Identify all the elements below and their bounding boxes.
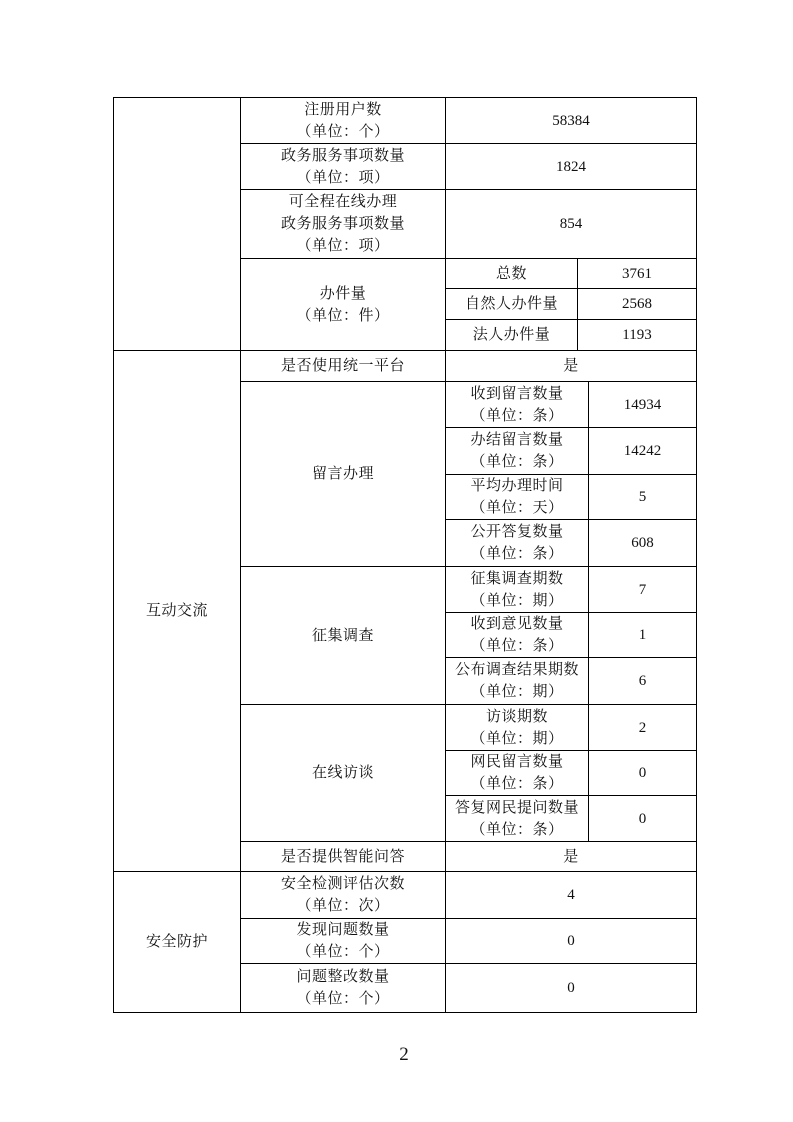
cases-label: 办件量 — [319, 285, 367, 302]
interviews-answers-label-cell — [445, 795, 589, 842]
interviews-periods-value-cell — [588, 704, 697, 751]
interviews-netizen-messages-value-cell — [588, 750, 697, 796]
surveys-results-unit: （单位：期） — [470, 684, 564, 700]
cases-natural-person-value: 2568 — [622, 296, 652, 312]
unified-platform-value-cell — [445, 350, 697, 382]
interviews-periods-label: 访谈期数 — [485, 708, 548, 725]
interaction-category-cell — [113, 350, 241, 872]
unified-platform-label: 是否使用统一平台 — [280, 358, 405, 374]
smart-qa-value-cell — [445, 841, 697, 872]
registered-users-label: 注册用户数 — [304, 101, 382, 118]
surveys-opinions-label: 收到意见数量 — [470, 616, 564, 632]
messages-closed-unit: （单位：条） — [470, 454, 564, 470]
security-assessments-value-cell — [445, 871, 697, 919]
registered-users-unit: （单位：个） — [296, 123, 390, 140]
surveys-opinions-label-cell — [445, 612, 589, 658]
messages-public-replies-value: 608 — [631, 535, 654, 551]
security-issues-found-label-cell — [240, 918, 446, 964]
surveys-opinions-value: 1 — [638, 627, 647, 643]
interviews-answers-unit: （单位：条） — [470, 821, 564, 838]
surveys-periods-value: 7 — [638, 581, 647, 598]
messages-received-label-cell — [445, 381, 589, 428]
registered-users-label-cell — [240, 97, 446, 144]
cases-total-value-cell — [577, 258, 697, 289]
cases-natural-person-label: 自然人办件量 — [464, 296, 558, 312]
cases-unit: （单位：件） — [296, 307, 390, 324]
messages-label: 留言办理 — [311, 466, 374, 482]
security-issues-found-value: 0 — [567, 933, 575, 949]
cases-total-value: 3761 — [622, 265, 652, 282]
interviews-label: 在线访谈 — [311, 765, 374, 781]
interviews-periods-value: 2 — [638, 719, 647, 736]
cases-legal-person-value: 1193 — [622, 327, 652, 343]
interviews-periods-unit: （单位：期） — [470, 730, 564, 747]
surveys-periods-label-cell — [445, 566, 589, 613]
security-issues-fixed-label: 问题整改数量 — [296, 969, 390, 985]
security-issues-found-unit: （单位：个） — [296, 944, 390, 960]
messages-received-label: 收到留言数量 — [470, 385, 564, 402]
messages-received-value: 14934 — [623, 396, 662, 413]
messages-public-replies-value-cell — [588, 519, 697, 567]
surveys-results-value: 6 — [638, 673, 647, 689]
online-service-items-label-cell — [240, 189, 446, 259]
cases-legal-person-label: 法人办件量 — [472, 327, 551, 343]
security-issues-fixed-label-cell — [240, 963, 446, 1013]
smart-qa-label: 是否提供智能问答 — [280, 848, 405, 865]
messages-public-replies-label: 公开答复数量 — [470, 524, 564, 540]
services-category-cell — [113, 97, 241, 351]
cases-legal-person-label-cell — [445, 319, 578, 351]
interviews-answers-value: 0 — [638, 810, 647, 827]
surveys-opinions-unit: （单位：条） — [470, 638, 564, 654]
messages-closed-value: 14242 — [623, 443, 662, 459]
interaction-category-label: 互动交流 — [145, 603, 208, 619]
messages-avg-time-label: 平均办理时间 — [470, 478, 564, 494]
messages-avg-time-label-cell — [445, 474, 589, 520]
surveys-periods-unit: （单位：期） — [470, 592, 564, 609]
security-assessments-unit: （单位：次） — [296, 898, 390, 914]
online-service-items-value-cell — [445, 189, 697, 259]
interviews-answers-label: 答复网民提问数量 — [454, 799, 579, 816]
service-items-label-cell — [240, 143, 446, 190]
service-items-value-cell — [445, 143, 697, 190]
interviews-periods-label-cell — [445, 704, 589, 751]
smart-qa-label-cell — [240, 841, 446, 872]
security-category-cell — [113, 871, 241, 1013]
messages-closed-label-cell — [445, 427, 589, 475]
messages-avg-time-unit: （单位：天） — [470, 500, 564, 516]
surveys-periods-value-cell — [588, 566, 697, 613]
security-category-label: 安全防护 — [145, 934, 208, 950]
cases-total-label-cell — [445, 258, 578, 289]
security-issues-found-value-cell — [445, 918, 697, 964]
smart-qa-value: 是 — [563, 848, 579, 865]
messages-avg-time-value-cell — [588, 474, 697, 520]
service-items-value: 1824 — [556, 158, 586, 175]
messages-public-replies-label-cell — [445, 519, 589, 567]
surveys-opinions-value-cell — [588, 612, 697, 658]
interviews-netizen-messages-label-cell — [445, 750, 589, 796]
messages-closed-label: 办结留言数量 — [470, 432, 564, 448]
surveys-results-label-cell — [445, 657, 589, 705]
cases-natural-person-label-cell — [445, 288, 578, 320]
surveys-label: 征集调查 — [311, 627, 374, 644]
interviews-answers-value-cell — [588, 795, 697, 842]
messages-received-unit: （单位：条） — [470, 407, 564, 424]
security-assessments-label: 安全检测评估次数 — [280, 876, 405, 892]
cases-legal-person-value-cell — [577, 319, 697, 351]
cases-total-label: 总数 — [495, 265, 527, 282]
service-items-label: 政务服务事项数量 — [280, 147, 405, 164]
messages-label-cell — [240, 381, 446, 567]
registered-users-value: 58384 — [552, 112, 590, 129]
online-service-items-label-line2: 政务服务事项数量 — [280, 216, 405, 232]
security-issues-fixed-value-cell — [445, 963, 697, 1013]
online-service-items-label-line1: 可全程在线办理 — [288, 194, 398, 210]
surveys-periods-label: 征集调查期数 — [470, 570, 564, 587]
security-issues-fixed-value: 0 — [567, 980, 575, 996]
cases-natural-person-value-cell — [577, 288, 697, 320]
security-issues-fixed-unit: （单位：个） — [296, 991, 390, 1007]
interviews-netizen-messages-value: 0 — [638, 765, 647, 781]
messages-closed-value-cell — [588, 427, 697, 475]
unified-platform-value: 是 — [563, 358, 579, 374]
surveys-results-label: 公布调查结果期数 — [454, 662, 579, 678]
page-number: 2 — [399, 1044, 409, 1065]
registered-users-value-cell — [445, 97, 697, 144]
interviews-label-cell — [240, 704, 446, 842]
service-items-unit: （单位：项） — [296, 169, 390, 186]
surveys-results-value-cell — [588, 657, 697, 705]
messages-avg-time-value: 5 — [638, 489, 647, 505]
security-issues-found-label: 发现问题数量 — [296, 922, 390, 938]
interviews-netizen-messages-unit: （单位：条） — [470, 776, 564, 792]
interviews-netizen-messages-label: 网民留言数量 — [470, 754, 564, 770]
cases-label-cell — [240, 258, 446, 351]
online-service-items-value: 854 — [559, 216, 583, 232]
messages-received-value-cell — [588, 381, 697, 428]
security-assessments-value: 4 — [567, 887, 575, 903]
security-assessments-label-cell — [240, 871, 446, 919]
messages-public-replies-unit: （单位：条） — [470, 546, 564, 562]
surveys-label-cell — [240, 566, 446, 705]
unified-platform-label-cell — [240, 350, 446, 382]
online-service-items-unit: （单位：项） — [296, 238, 390, 254]
